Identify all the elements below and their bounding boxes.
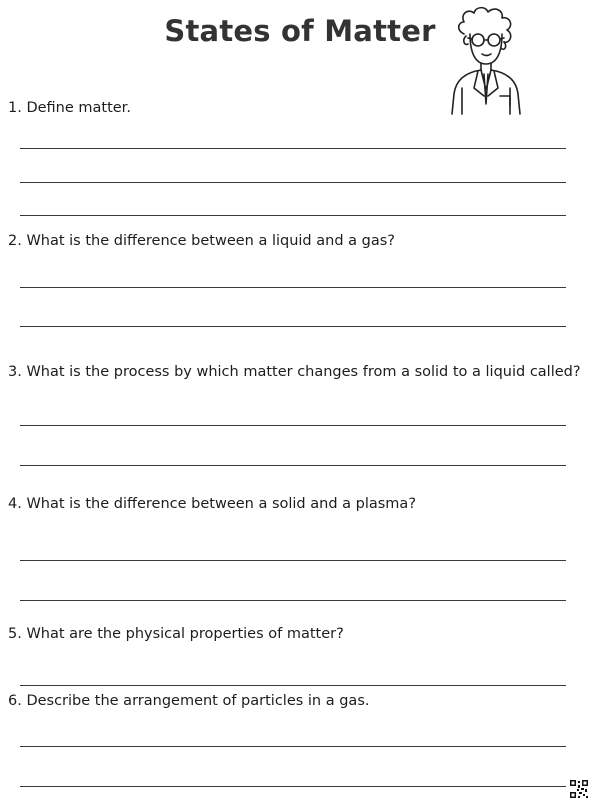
answer-line[interactable] (20, 560, 566, 561)
answer-line[interactable] (20, 287, 566, 288)
question-2: 2. What is the difference between a liquid and a gas? (8, 233, 395, 249)
answer-line[interactable] (20, 746, 566, 747)
answer-line[interactable] (20, 425, 566, 426)
answer-line[interactable] (20, 465, 566, 466)
answer-line[interactable] (20, 182, 566, 183)
answer-line[interactable] (20, 326, 566, 327)
worksheet-title: States of Matter (164, 14, 436, 48)
scientist-icon (446, 4, 526, 116)
answer-line[interactable] (20, 685, 566, 686)
qr-code-icon (569, 779, 589, 799)
answer-line[interactable] (20, 786, 566, 787)
question-3: 3. What is the process by which matter changes from a solid to a liquid called? (8, 364, 581, 380)
question-4: 4. What is the difference between a solid and a plasma? (8, 496, 417, 512)
question-6: 6. Describe the arrangement of particles in a gas. (8, 693, 370, 709)
answer-line[interactable] (20, 600, 566, 601)
question-1: 1. Define matter. (8, 100, 131, 116)
answer-line[interactable] (20, 148, 566, 149)
answer-line[interactable] (20, 215, 566, 216)
question-5: 5. What are the physical properties of matter? (8, 626, 344, 642)
